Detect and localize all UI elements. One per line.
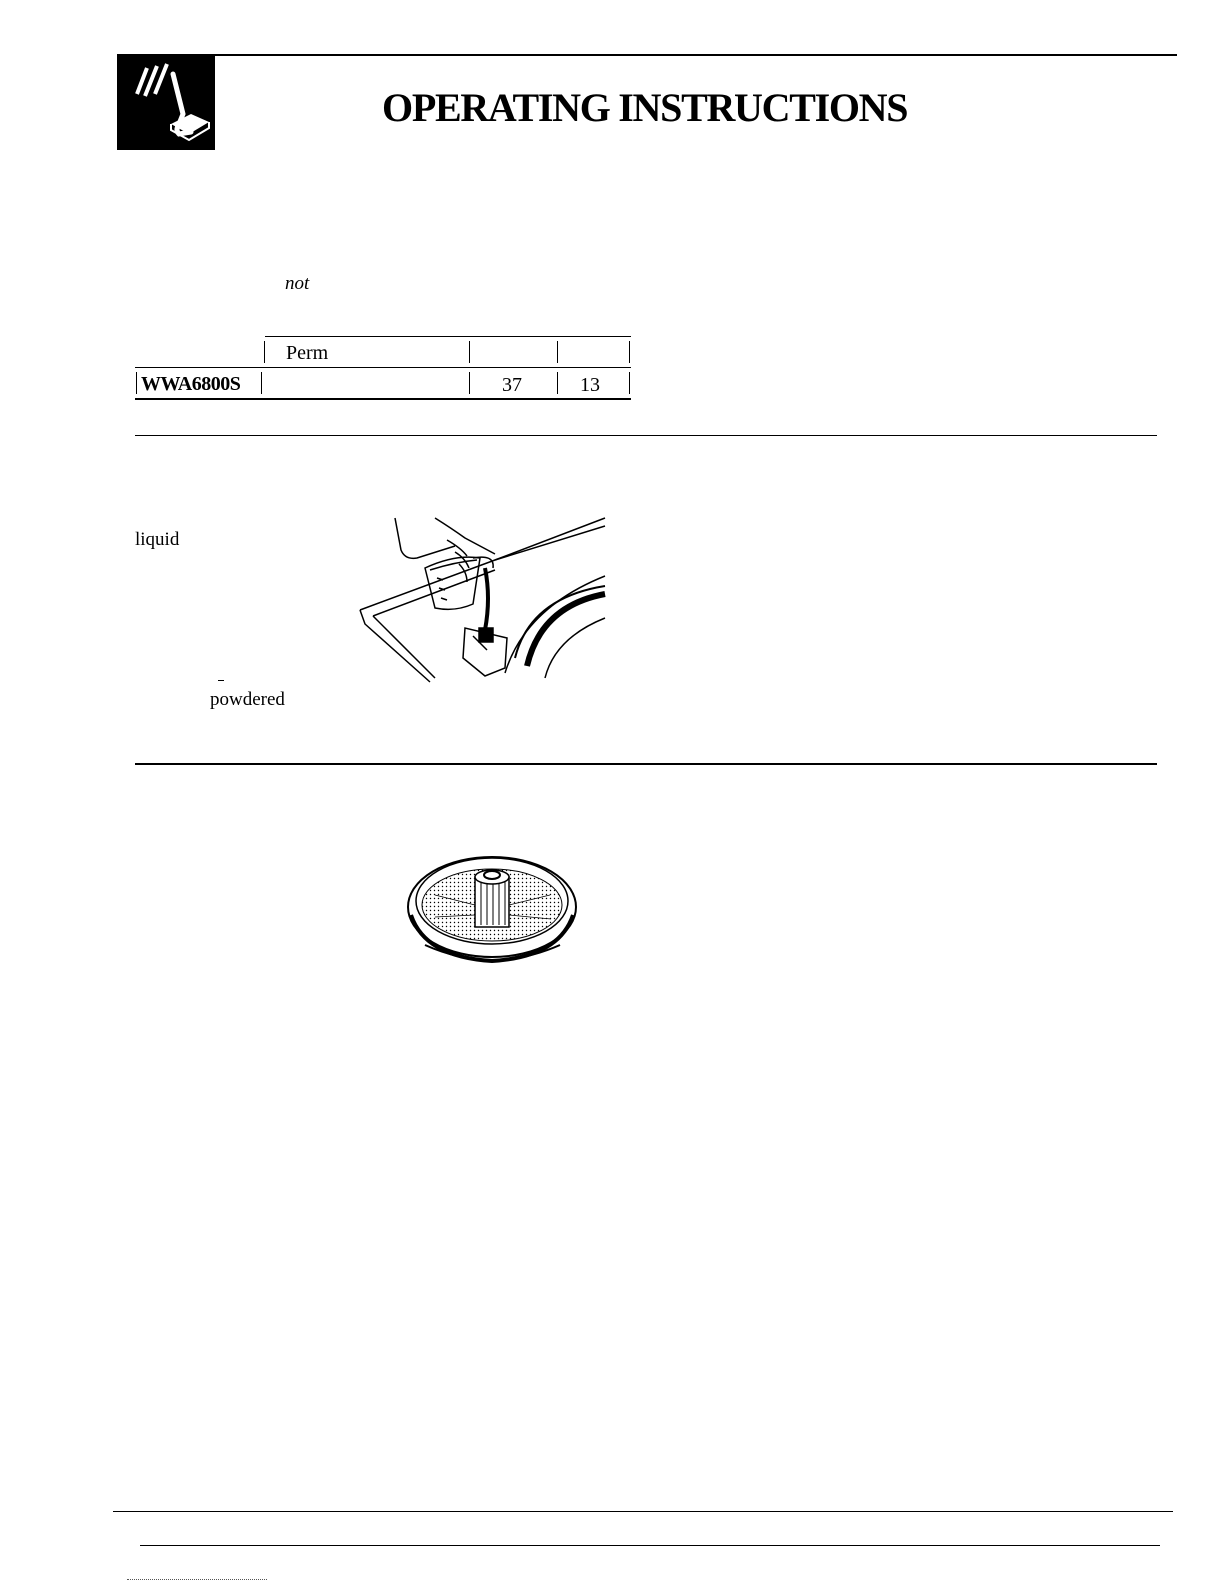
footer-rule-short xyxy=(140,1545,1160,1546)
table-top-rule xyxy=(265,336,631,337)
table-vrule xyxy=(557,372,558,394)
table-vrule xyxy=(469,372,470,394)
section-divider xyxy=(135,435,1157,436)
section-divider xyxy=(135,763,1157,765)
table-bottom-rule xyxy=(135,398,631,400)
table-data-cell: 13 xyxy=(580,374,600,396)
table-vrule xyxy=(136,372,137,394)
washer-basket-agitator-icon xyxy=(405,845,580,973)
table-vrule xyxy=(469,341,470,363)
table-mid-rule xyxy=(135,367,631,368)
table-vrule xyxy=(629,372,630,394)
table-vrule xyxy=(261,372,262,394)
footer-rule xyxy=(113,1511,1173,1512)
table-header-cell: Perm xyxy=(286,342,329,364)
table-vrule xyxy=(629,341,630,363)
footer-dotted-line xyxy=(127,1579,267,1580)
table-vrule xyxy=(557,341,558,363)
table-vrule xyxy=(264,341,265,363)
hand-pressing-button-icon xyxy=(117,54,215,150)
table-model-cell: WWA6800S xyxy=(141,373,241,395)
pouring-liquid-detergent-icon xyxy=(355,498,610,688)
top-rule xyxy=(117,54,1177,56)
intro-word-not: not xyxy=(285,273,310,294)
page-title: OPERATING INSTRUCTIONS xyxy=(382,85,908,130)
table-data-cell: 37 xyxy=(502,374,522,396)
macron-mark xyxy=(218,680,224,681)
word-powdered: powdered xyxy=(210,689,285,710)
word-liquid: liquid xyxy=(135,529,180,550)
